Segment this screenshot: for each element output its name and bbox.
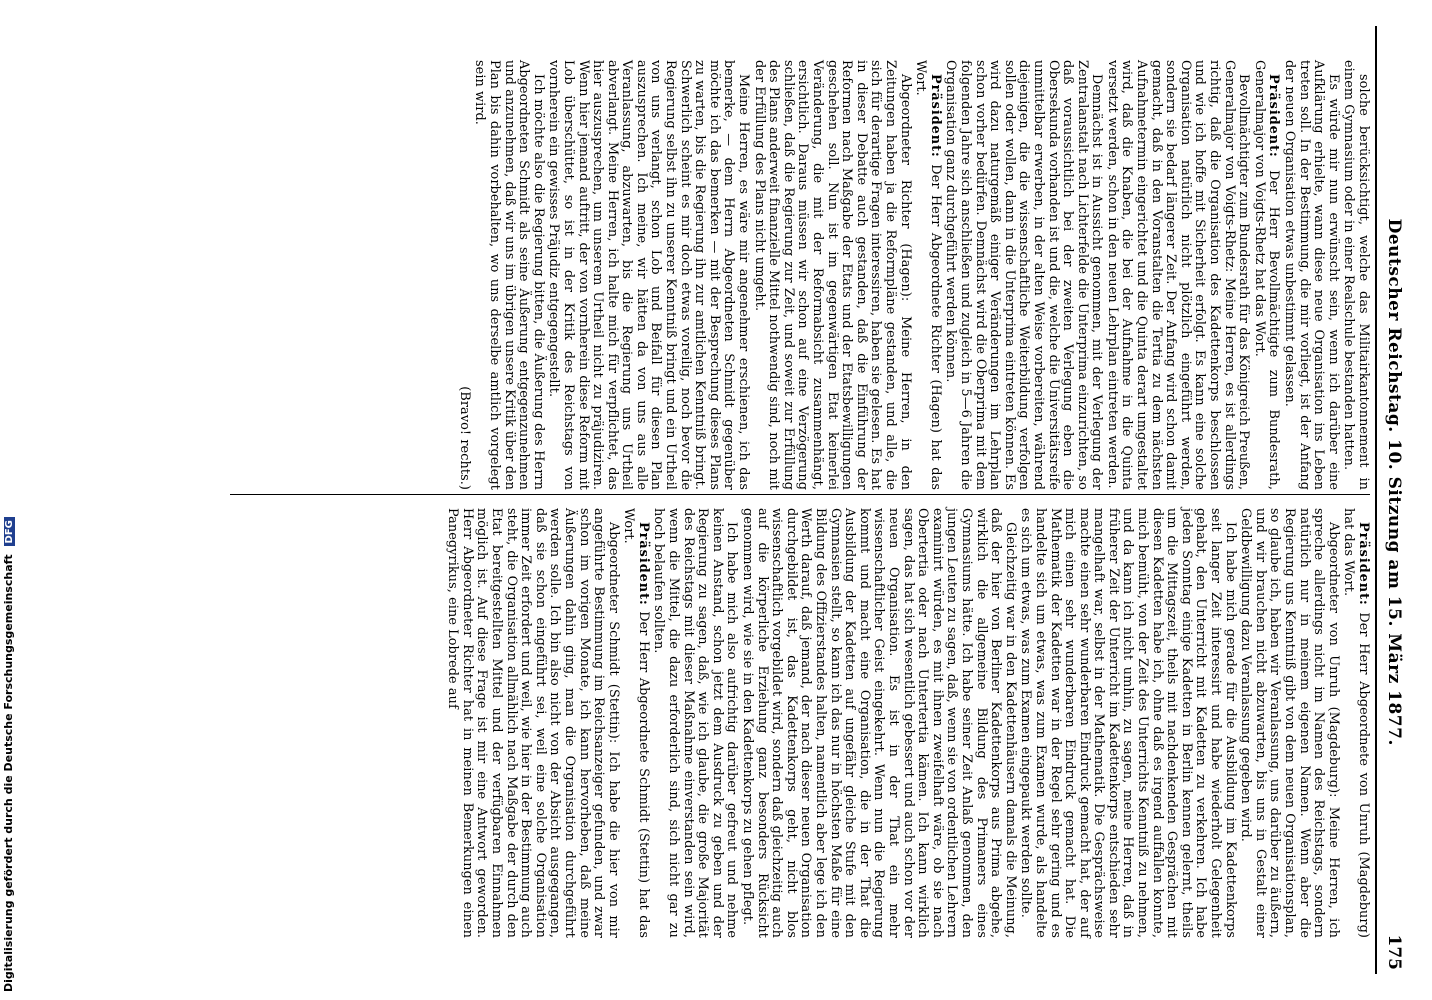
speaker-label: Präsident: (927, 74, 943, 158)
speaker-paragraph (913, 60, 942, 490)
column-divider (230, 494, 1370, 495)
body-paragraph: Meine Herren, es wäre mir angenehmer erschienen, ich das bemerke, — dem Herrn Abgeordneten Schmidt gegenüber möchte ich das bemerken — mit der Besprechung dieses Plans zu warten, bis die Regierung ihn zur amtlichen Kenntniß bringt. Schwerlich scheint es mir doch etwas voreilig, noch bevor die Regierung selbst ihn zu unserer Kenntniß bringt und ein Urtheil von uns verlangt, schon Lob und Beifall für diesen Plan auszusprechen. Ich meine, wir hätten da von uns aus alle Veranlassung, abzuwarten, bis die Regierung uns Urtheil abverlangt. Meine Herren, ich halte mich für verpflichtet, das hier auszusprechen, um unserem Urtheil nicht zu präjudiziren. Wenn hier jemand auftritt, der von vornherein diese Reform mit Lob überschüttet, so ist in der Kritik des Reichstags von vornherein ein gewisses Präjudiz entgegengestellt. (546, 60, 752, 490)
credit-label: Digitalisierung gefördert durch die Deutsche Forschungsgemeinschaft (2, 554, 15, 992)
speaker-paragraph (621, 508, 650, 938)
speaker-text: Der Herr Abgeordnete von Unruh (Magdeburg) hat das Wort. (1341, 508, 1371, 938)
body-paragraph: Abgeordneter von Unruh (Magdeburg): Meine Herren, ich spreche allerdings nicht im Namen des Reichstags, sondern natürlich nur in meinem eigenen Namen. Wenn aber die Regierung uns Kenntniß gibt von dem neuen Organisationsplan, so glaube ich, haben wir Veranlassung, uns darüber zu äußern, und wir brauchen nicht abzuwarten, bis uns in Gestalt einer Geldbewilligung dazu Veranlassung gegeben wird. (1238, 508, 1341, 938)
body-paragraph: Gleichzeitig war in den Kadettenhäusern damals die Meinung, daß der hier von Berliner Kadettenkorps aus Prima abgehe, wirklich die allgemeine Bildung des Primaners eines Gymnasiums hätte. Ich habe seiner Zeit Anlaß genommen, den jungen Leuten zu sagen, daß, wenn sie von ordentlichen Lehrern examinirt würden, es mit ihnen zweifelhaft wäre, ob sie nach Obertertia oder nach Untertertia kämen. Ich kann wirklich sagen, das hat sich wesentlich gebessert und auch schon vor der neuen Organisation. Es ist in der That ein mehr wissenschaftlicher Geist eingekehrt. Wenn nun die Regierung kommt und macht eine Organisation, die in der That die Ausbildung der Kadetten auf ungefähr gleiche Stufe mit den Gymnasien stellt, so kann ich das nur in höchsten Maße für eine Bildung des Offizierstandes halten, namentlich aber lege ich den Werth darauf, daß jemand, der nach dieser neuen Organisation durchgebildet ist, das Kadettenkorps geht, nicht blos wissenschaftlich vorgebildet wird, sondern daß gleichzeitig auch auf die körperliche Erziehung ganz besonders Rücksicht genommen wird, wie sie in den Kadettenkorps zu gehen pflegt. (740, 508, 1018, 938)
body-paragraph: Ich habe mich gerade für die Ausbildung im Kadettenkorps seit langer Zeit interessirt und habe wiederholt Gelegenheit gehabt, den Unterricht mit Kadetten zu verkehren. Ich habe jeden Sonntag einige Kadetten in Berlin kennen gelernt, theils um die Mittagszeit, theils mit nachdenkenden Gesprächen mit diesen Kadetten habe ich, ohne daß es irgend auffallen konnte, mich bemüht, von der Zeit des Unterrichts Kenntniß zu nehmen, und da kann ich nicht umhin, zu sagen, meine Herren, daß in früherer Zeit der Unterricht im Kadettenkorps entschieden sehr mangelhaft war, selbst in der Mathematik. Die Gesprächsweise machte einen sehr wunderbaren Eindruck gemacht hat, der auf mich einen sehr wunderbaren Eindruck gemacht hat. Die Mathematik der Kadetten war in der Regel sehr gering und es handelte sich um etwas, was zum Examen wurde, als handelte es sich um etwas, was zum Examen eingepaukt werden sollte. (1018, 508, 1238, 938)
running-title: Deutscher Reichstag. 10. Sitzung am 15. März 1877. (1384, 218, 1404, 746)
speaker-paragraph (1251, 60, 1280, 490)
body-paragraph: Bevollmächtigter zum Bundesrath für das Königreich Preußen, Generalmajor von Voigts-Rhetz: Meine Herren, es ist allerdings richtig, daß die Organisation des Kadettenkorps beschlossen und wie ich hoffe mit Sicherheit erfolgt. Es kann eine solche Organisation natürlich nicht plötzlich eingeführt werden, sondern sie bedarf längerer Zeit. Der Anfang wird schon damit gemacht, daß in den Voranstalten die Tertia zu dem nächsten Aufnahmetermin eingerichtet und die Quinta derart umgestaltet wird, daß die Knaben, die bei der Aufnahme in die Quinta versetzt werden, schon in den neuen Lehrplan eintreten werden. (1104, 60, 1252, 490)
right-column (444, 508, 1370, 938)
credit-text (2, 517, 15, 992)
dfg-logo: DFG (4, 517, 15, 546)
header-rule (1375, 26, 1377, 974)
interjection: (Bravo! rechts.) (456, 386, 472, 490)
page-number: 175 (1384, 934, 1404, 970)
speaker-label: Präsident: (1266, 74, 1282, 158)
body-paragraph: Demnächst ist in Aussicht genommen, mit der Verlegung der Zentralanstalt nach Lichterfelde die Unterprima einzurichten, so daß voraussichtlich bei der zweiten Verlegung eben die Obersekunda vorhanden ist und die, welche die Universitätsreife unmittelbar erwerben, in der alten Weise vorbereiten, während diejenigen, die die wissenschaftliche Weiterbildung verfolgen sollen oder wollen, dann in die Unterprima eintreten können. Es wird dazu naturgemäß einiger Veränderungen im Lehrplan schon vorher bedürfen. Demnächst wird die Oberprima mit dem folgenden Jahre sich anschließen und zugleich in 5—6 Jahren die Organisation ganz durchgeführt werden können. (943, 60, 1105, 490)
body-paragraph: Abgeordneter Schmidt (Stettin): Ich habe die hier von mir angeführte Bestimmung im Reichsanzeiger gefunden, und zwar schon im vorigen Monate, ich kann hervorheben, daß meine Äußerungen dahin ging, man die Organisation durchgeführt werden solle. Ich bin also nicht von der Absicht ausgegangen, daß sie schon eingeführt sei, weil eine solche Organisation immer Zeit erfordert und weil, wie hier in der Bestimmung auch steht, die Organisation allmählich nach Maßgabe der durch den Etat bereitgestellten Mittel und der verfügbaren Einnahmen möglich ist. Auf diese Frage ist mir eine Antwort geworden. Herr Abgeordneter Richter hat in meinen Bemerkungen einen Panegyrikus, eine Lobrede auf (445, 508, 621, 938)
speaker-label: Präsident: (1356, 522, 1371, 606)
left-column (455, 60, 1370, 490)
speaker-text: Der Herr Abgeordnete Richter (Hagen) hat das Wort. (913, 60, 943, 490)
body-paragraph: Ich habe mich also aufrichtig darüber gefreut und nehme keinen Anstand, schon jetzt dem Ausdruck zu geben und der Regierung zu sagen, daß, wie ich glaube, die große Majorität des Reichstags mit dieser Maßnahme einverstanden sein wird, wenn die Mittel, die dazu erforderlich sind, sich nicht gar zu hoch belaufen sollten. (651, 508, 740, 938)
body-paragraph: Es würde mir nun erwünscht sein, wenn ich darüber eine Aufklärung erhielte, wann diese neue Organisation ins Leben treten soll. In der Bestimmung, die mir vorliegt, ist der Anfang der neuen Organisation etwas unbestimmt gelassen. (1282, 60, 1341, 490)
speaker-text: Der Herr Abgeordnete Schmidt (Stettin) hat das Wort. (621, 508, 651, 938)
body-paragraph: Ich möchte also die Regierung bitten, die Äußerung des Herrn Abgeordneten Schmidt als seine Äußerung entgegenzunehmen und anzunehmen, daß wir uns im übrigen unsere Kritik über den Plan bis dahin vorbehalten, wo uns derselbe amtlich vorgelegt sein wird. (472, 60, 546, 490)
speaker-paragraph (1341, 508, 1370, 938)
body-paragraph: solche berücksichtigt, welche das Militairkantonnement in einem Gymnasium oder in einer Realschule bestanden hatten. (1341, 60, 1371, 490)
body-paragraph: Abgeordneter Richter (Hagen): Meine Herren, in den Zeitungen haben ja die Reformpläne gestanden, und alle, die sich für derartige Fragen interessiren, haben sie gelesen. Es hat in dieser Debatte auch gestanden, daß die Einführung der Reformen nach Maßgabe der Etats und der Etatsbewilligungen geschehen soll. Nun ist im gegenwärtigen Etat keinerlei Veränderung, die mit der Reformabsicht zusammenhängt, ersichtlich. Daraus müssen wir schon auf eine Verzögerung schließen, daß die Regierung zur Zeit, und soweit zur Erfüllung des Plans anderweit finanzielle Mittel nothwendig sind, noch mit der Erfüllung des Plans nicht umgeht. (751, 60, 913, 490)
page-header (1382, 30, 1404, 970)
speaker-label: Präsident: (635, 522, 651, 606)
digitization-credit-bar (0, 0, 18, 1000)
speaker-text: Der Herr Bevollmächtigte zum Bundesrath, Generalmajor von Voigts-Rhetz hat das Wort. (1251, 60, 1282, 490)
